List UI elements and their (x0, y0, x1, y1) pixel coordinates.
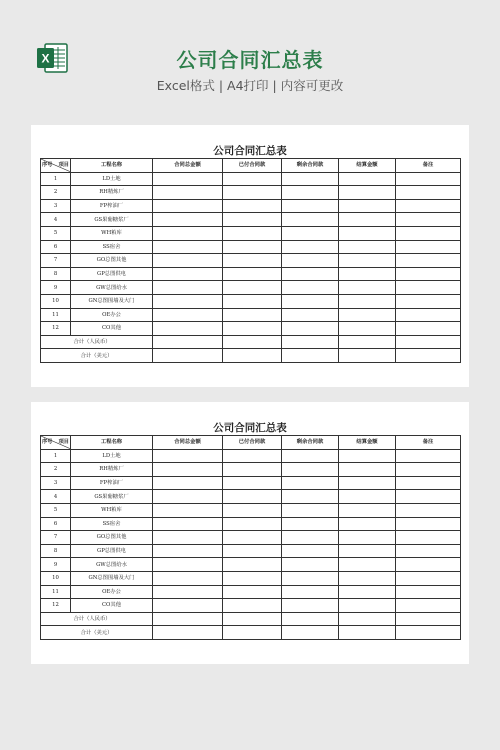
row-number: 5 (41, 226, 71, 240)
table-row (41, 599, 461, 613)
row-number: 10 (41, 294, 71, 308)
row-number: 5 (41, 503, 71, 517)
table-header-row (41, 436, 461, 450)
project-name: WH粕库 (71, 226, 153, 240)
row-number: 11 (41, 585, 71, 599)
row-number: 7 (41, 254, 71, 268)
project-name: CO其他 (71, 322, 153, 336)
row-number: 1 (41, 449, 71, 463)
table-row (41, 517, 461, 531)
total-header: 合同总金额 (153, 436, 223, 450)
row-number: 2 (41, 463, 71, 477)
table-row (41, 544, 461, 558)
name-header: 工程名称 (71, 436, 153, 450)
row-number: 11 (41, 308, 71, 322)
project-name: GP总图供电 (71, 544, 153, 558)
total-rmb-row (41, 612, 461, 626)
project-name: OE办公 (71, 585, 153, 599)
table-row (41, 186, 461, 200)
total-usd-label: 合计（美元） (41, 349, 153, 363)
row-number: 9 (41, 558, 71, 572)
total-rmb-label: 合计（人民币） (71, 335, 153, 349)
total-usd-row (41, 349, 461, 363)
project-name: RH精炼厂 (71, 463, 153, 477)
total-usd-row (41, 626, 461, 640)
project-name: RH精炼厂 (71, 186, 153, 200)
project-name: GN总图围墙及大门 (71, 294, 153, 308)
paid-header: 已付合同款 (223, 436, 282, 450)
sheet-preview-1 (31, 125, 469, 387)
row-number: 2 (41, 186, 71, 200)
total-rmb-label: 合计（人民币） (71, 612, 153, 626)
table-row (41, 571, 461, 585)
row-number: 12 (41, 599, 71, 613)
project-name: GP总图供电 (71, 267, 153, 281)
project-name: GW总图给水 (71, 558, 153, 572)
table-row (41, 463, 461, 477)
remark-header: 备注 (396, 436, 461, 450)
project-name: GW总图给水 (71, 281, 153, 295)
project-name: GN总图围墙及大门 (71, 571, 153, 585)
project-name: SS宿舍 (71, 517, 153, 531)
row-number: 12 (41, 322, 71, 336)
row-number: 1 (41, 172, 71, 186)
table-row (41, 558, 461, 572)
remaining-header: 剩余合同款 (282, 159, 339, 173)
remark-header: 备注 (396, 159, 461, 173)
row-number: 9 (41, 281, 71, 295)
sheet-title: 公司合同汇总表 (213, 422, 287, 434)
settlement-header: 结算金额 (339, 159, 396, 173)
table-row (41, 449, 461, 463)
table-row (41, 172, 461, 186)
table-row (41, 213, 461, 227)
table-row (41, 281, 461, 295)
project-name: GO总图其他 (71, 531, 153, 545)
row-number: 8 (41, 267, 71, 281)
row-number: 6 (41, 240, 71, 254)
seq-item-header: 序号 项目 (41, 159, 71, 173)
total-usd-label: 合计（美元） (41, 626, 153, 640)
remaining-header: 剩余合同款 (282, 436, 339, 450)
table-row (41, 531, 461, 545)
seq-item-header: 序号 项目 (41, 436, 71, 450)
row-number: 7 (41, 531, 71, 545)
row-number: 8 (41, 544, 71, 558)
project-name: FP榨油厂 (71, 476, 153, 490)
project-name: SS宿舍 (71, 240, 153, 254)
contract-table (40, 158, 461, 363)
row-number: 4 (41, 490, 71, 504)
settlement-header: 结算金额 (339, 436, 396, 450)
table-row (41, 226, 461, 240)
row-number: 6 (41, 517, 71, 531)
table-row (41, 476, 461, 490)
table-row (41, 503, 461, 517)
row-number: 3 (41, 476, 71, 490)
total-rmb-row (41, 335, 461, 349)
page-subtitle: Excel格式 | A4打印 | 内容可更改 (156, 78, 344, 93)
paid-header: 已付合同款 (223, 159, 282, 173)
project-name: LD土地 (71, 172, 153, 186)
project-name: GS果葡糖浆厂 (71, 490, 153, 504)
row-number: 3 (41, 199, 71, 213)
table-row (41, 322, 461, 336)
project-name: GS果葡糖浆厂 (71, 213, 153, 227)
page-header (0, 0, 500, 115)
table-row (41, 308, 461, 322)
table-row (41, 199, 461, 213)
table-header-row (41, 159, 461, 173)
row-number: 10 (41, 571, 71, 585)
sheet-title: 公司合同汇总表 (213, 145, 287, 157)
project-name: FP榨油厂 (71, 199, 153, 213)
contract-table (40, 435, 461, 640)
sheet-preview-2 (31, 402, 469, 664)
table-row (41, 294, 461, 308)
project-name: CO其他 (71, 599, 153, 613)
project-name: LD土地 (71, 449, 153, 463)
project-name: GO总图其他 (71, 254, 153, 268)
row-number: 4 (41, 213, 71, 227)
name-header: 工程名称 (71, 159, 153, 173)
table-row (41, 254, 461, 268)
page-title: 公司合同汇总表 (176, 48, 324, 72)
table-row (41, 267, 461, 281)
total-header: 合同总金额 (153, 159, 223, 173)
table-row (41, 585, 461, 599)
project-name: OE办公 (71, 308, 153, 322)
table-row (41, 240, 461, 254)
table-row (41, 490, 461, 504)
project-name: WH粕库 (71, 503, 153, 517)
svg-text:X: X (41, 51, 50, 66)
